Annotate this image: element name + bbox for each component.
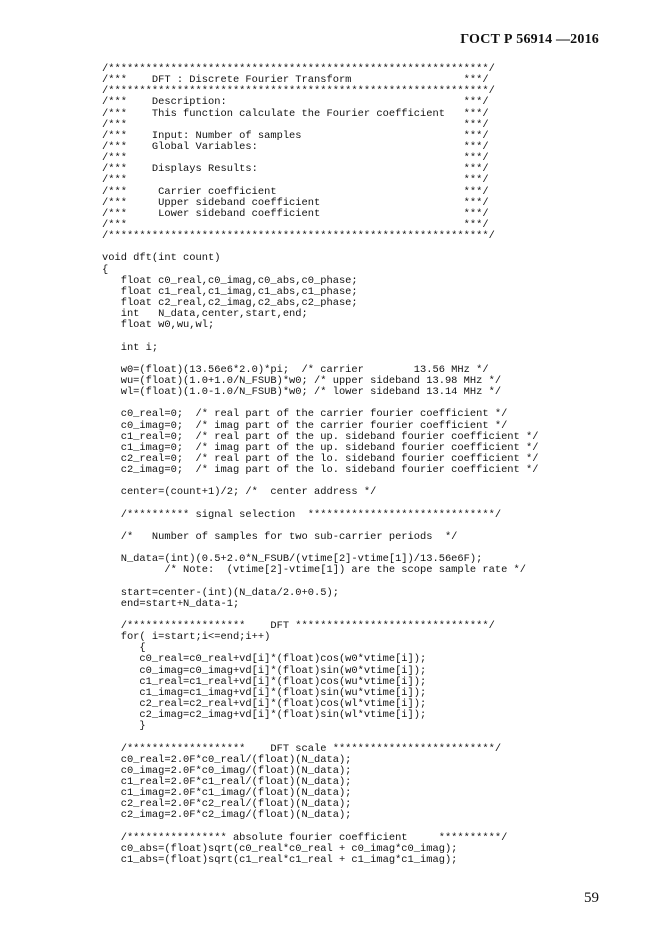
code-line: c0_abs=(float)sqrt(c0_real*c0_real + c0_imag*c0_imag); (102, 842, 458, 855)
code-line: /**************** absolute fourier coefficient **********/ (102, 831, 508, 844)
code-line: /*** ***/ (102, 118, 489, 131)
code-line: c1_real=0; /* real part of the up. sideband fourier coefficient */ (102, 430, 539, 443)
code-line: int N_data,center,start,end; (102, 308, 308, 321)
code-line: c0_real=0; /* real part of the carrier fourier coefficient */ (102, 408, 508, 421)
code-line: /*** ***/ (102, 174, 489, 187)
code-line: c0_real=2.0F*c0_real/(float)(N_data); (102, 753, 352, 766)
code-line: c0_real=c0_real+vd[i]*(float)cos(w0*vtime[i]); (102, 653, 427, 666)
code-line: /*** This function calculate the Fourier coefficient ***/ (102, 107, 489, 120)
page-number: 59 (584, 890, 599, 906)
code-line: /* Note: (vtime[2]-vtime[1]) are the scope sample rate */ (102, 564, 527, 577)
code-line: c1_imag=0; /* imag part of the up. sideband fourier coefficient */ (102, 441, 539, 454)
code-line: /*** ***/ (102, 152, 489, 165)
code-line: c2_imag=c2_imag+vd[i]*(float)sin(wl*vtime[i]); (102, 709, 427, 722)
code-line: float c2_real,c2_imag,c2_abs,c2_phase; (102, 296, 358, 309)
code-line: /*** Displays Results: ***/ (102, 163, 489, 176)
code-line: w0=(float)(13.56e6*2.0)*pi; /* carrier 13.56 MHz */ (102, 363, 489, 376)
code-line: /*** Lower sideband coefficient ***/ (102, 207, 489, 220)
code-line: /*** Upper sideband coefficient ***/ (102, 196, 489, 209)
code-line: /*************************************************************/ (102, 85, 495, 98)
code-line: for( i=start;i<=end;i++) (102, 631, 271, 644)
code-line: /******************* DFT *******************************/ (102, 620, 495, 633)
code-line: /********** signal selection ******************************/ (102, 508, 502, 521)
code-line: wl=(float)(1.0-1.0/N_FSUB)*w0; /* lower sideband 13.14 MHz */ (102, 386, 502, 399)
code-line: int i; (102, 341, 159, 354)
code-line: /******************* DFT scale **************************/ (102, 742, 502, 755)
code-line (102, 498, 622, 509)
code-line: c1_imag=2.0F*c1_imag/(float)(N_data); (102, 787, 352, 800)
code-line: /*** ***/ (102, 218, 489, 231)
code-line: /* Number of samples for two sub-carrier periods */ (102, 530, 458, 543)
code-line: c1_real=2.0F*c1_real/(float)(N_data); (102, 776, 352, 788)
code-line: /*************************************************************/ (102, 63, 495, 75)
code-line: N_data=(int)(0.5+2.0*N_FSUB/(vtime[2]-vtime[1])/13.56e6F); (102, 553, 483, 566)
code-line: c2_real=2.0F*c2_real/(float)(N_data); (102, 798, 352, 811)
document-standard-header: ГОСТ Р 56914 —2016 (460, 32, 599, 47)
code-line: c1_real=c1_real+vd[i]*(float)cos(wu*vtime[i]); (102, 675, 427, 688)
code-line: /*** DFT : Discrete Fourier Transform ***/ (102, 74, 489, 87)
code-line (102, 732, 622, 743)
code-line: wu=(float)(1.0+1.0/N_FSUB)*w0; /* upper sideband 13.98 MHz */ (102, 374, 502, 387)
code-line: c2_real=c2_real+vd[i]*(float)cos(wl*vtime[i]); (102, 698, 427, 711)
code-line: void dft(int count) (102, 252, 221, 265)
code-line: } (102, 720, 146, 733)
code-listing (102, 64, 622, 866)
code-line: c0_imag=0; /* imag part of the carrier fourier coefficient */ (102, 419, 508, 432)
code-line (102, 331, 622, 342)
code-line: c0_imag=c0_imag+vd[i]*(float)sin(w0*vtime[i]); (102, 664, 427, 677)
code-line: start=center-(int)(N_data/2.0+0.5); (102, 586, 339, 599)
code-line: end=start+N_data-1; (102, 597, 240, 610)
code-line: float w0,wu,wl; (102, 319, 215, 332)
code-line: /*************************************************************/ (102, 230, 495, 243)
code-line: /*** Carrier coefficient ***/ (102, 185, 489, 198)
code-line: { (102, 263, 109, 276)
code-line: c2_imag=2.0F*c2_imag/(float)(N_data); (102, 809, 352, 822)
code-line: c2_imag=0; /* imag part of the lo. sideband fourier coefficient */ (102, 464, 539, 477)
code-line: /*** Global Variables: ***/ (102, 140, 489, 153)
code-line: center=(count+1)/2; /* center address */ (102, 486, 377, 499)
code-line: { (102, 642, 146, 655)
code-line: float c0_real,c0_imag,c0_abs,c0_phase; (102, 274, 358, 287)
code-line: c0_imag=2.0F*c0_imag/(float)(N_data); (102, 764, 352, 777)
code-line: c2_real=0; /* real part of the lo. sideband fourier coefficient */ (102, 452, 539, 465)
code-line (102, 576, 622, 587)
code-line: /*** Input: Number of samples ***/ (102, 129, 489, 142)
code-line: float c1_real,c1_imag,c1_abs,c1_phase; (102, 285, 358, 298)
code-line: /*** Description: ***/ (102, 96, 489, 109)
code-line: c1_abs=(float)sqrt(c1_real*c1_real + c1_imag*c1_imag); (102, 853, 458, 866)
code-line: c1_imag=c1_imag+vd[i]*(float)sin(wu*vtime[i]); (102, 686, 427, 699)
